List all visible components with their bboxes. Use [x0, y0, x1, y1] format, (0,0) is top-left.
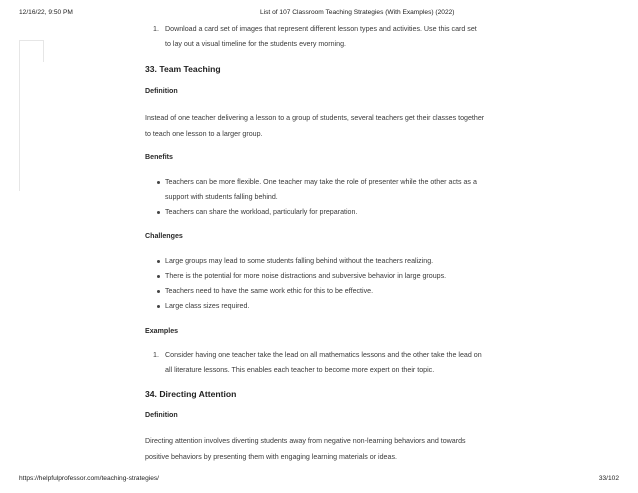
print-datetime: 12/16/22, 9:50 PM [19, 9, 73, 16]
list-item-text-line: Teachers can be more flexible. One teacher may take the role of presenter while the other acts as a [165, 178, 477, 186]
page-side-decoration [19, 40, 44, 191]
definition-line: positive behaviors by presenting them with engaging learning materials or ideas. [145, 453, 397, 461]
challenges-list [145, 254, 505, 314]
list-item [145, 175, 505, 205]
list-number: 1. [153, 25, 159, 33]
bullet-icon [157, 290, 160, 293]
list-item [145, 299, 505, 314]
print-page-number: 33/102 [598, 475, 619, 482]
print-url: https://helpfulprofessor.com/teaching-strategies/ [19, 475, 160, 482]
list-item-text: Large class sizes required. [165, 302, 250, 310]
list-item [145, 205, 505, 220]
list-item [145, 22, 505, 52]
list-item [145, 269, 505, 284]
definition-line: Instead of one teacher delivering a lesson to a group of students, several teachers get their classes together [145, 114, 485, 122]
bullet-icon [157, 181, 160, 184]
list-item-text: Teachers need to have the same work ethic for this to be effective. [165, 287, 374, 295]
list-item-text-line: support with students falling behind. [165, 193, 278, 201]
bullet-icon [157, 260, 160, 263]
list-item-text-line: all literature lessons. This enables each teacher to become more expert on their topic. [165, 366, 435, 374]
benefits-list [145, 175, 505, 220]
definition-heading: Definition [145, 87, 178, 95]
list-number: 1. [153, 351, 159, 359]
list-item-text: There is the potential for more noise distractions and subversive behavior in large groups. [165, 272, 447, 280]
print-title: List of 107 Classroom Teaching Strategies (With Examples) (2022) [260, 9, 455, 16]
examples-heading: Examples [145, 327, 179, 335]
bullet-icon [157, 305, 160, 308]
bullet-icon [157, 211, 160, 214]
list-item-text-line: Consider having one teacher take the lead on all mathematics lessons and the other take the lead on [165, 351, 482, 359]
list-item-text: Large groups may lead to some students falling behind without the teachers realizing. [165, 257, 434, 265]
article-content [145, 22, 505, 465]
examples-list [145, 348, 505, 378]
list-item [145, 284, 505, 299]
list-item [145, 348, 505, 378]
section-title-directing-attention: 34. Directing Attention [145, 389, 237, 399]
benefits-heading: Benefits [145, 153, 173, 161]
list-item-text-line: Teachers can share the workload, particularly for preparation. [165, 208, 358, 216]
page-side-decoration-edge [43, 40, 44, 62]
challenges-heading: Challenges [145, 232, 183, 240]
list-item [145, 254, 505, 269]
definition-line: to teach one lesson to a larger group. [145, 130, 263, 138]
list-item-text-line: Download a card set of images that represent different lesson types and activities. Use this card set [165, 25, 477, 33]
list-item-text-line: to lay out a visual timeline for the students every morning. [165, 40, 346, 48]
bullet-icon [157, 275, 160, 278]
intro-ordered-list [145, 22, 505, 52]
definition-line: Directing attention involves diverting students away from negative non-learning behaviors and towards [145, 437, 466, 445]
definition-heading: Definition [145, 411, 178, 419]
section-title-team-teaching: 33. Team Teaching [145, 64, 221, 74]
